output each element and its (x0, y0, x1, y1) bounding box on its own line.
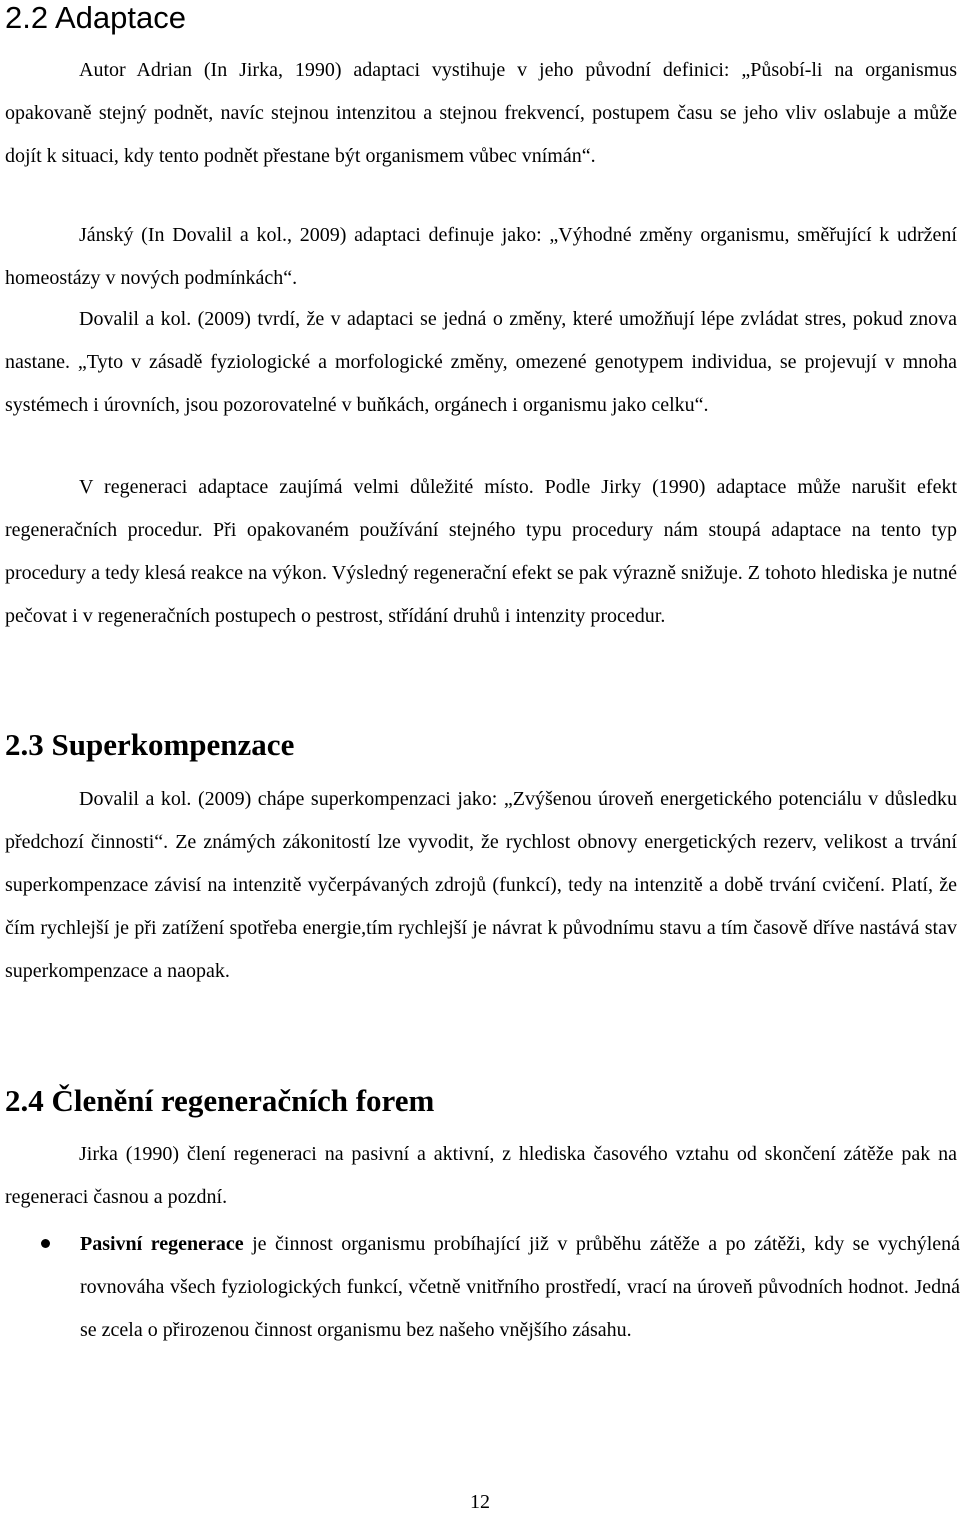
section-heading-cleneni: 2.4 Členění regeneračních forem (5, 1083, 435, 1118)
bullet-icon (41, 1239, 50, 1248)
paragraph-adaptace-2: Jánský (In Dovalil a kol., 2009) adaptaci definuje jako: „Výhodné změny organismu, směřující k udržení homeostázy v nových podmínkách“. (5, 224, 957, 290)
paragraph-cleneni-1: Jirka (1990) člení regeneraci na pasivní a aktivní, z hlediska časového vztahu od skončení zátěže pak na regeneraci časnou a pozdní. (5, 1143, 957, 1209)
list-item (5, 1223, 960, 1352)
list-item-term: Pasivní regenerace (80, 1233, 244, 1255)
list-item-body (80, 1223, 960, 1352)
paragraph-adaptace-1: Autor Adrian (In Jirka, 1990) adaptaci vystihuje v jeho původní definici: „Působí-li na organismus opakovaně stejný podnět, navíc stejnou intenzitou a stejnou frekvencí, postupem času se jeho vliv oslabuje a může dojít k situaci, kdy tento podnět přestane být organismem vůbec vnímán“. (5, 59, 957, 168)
section-heading-adaptace: 2.2 Adaptace (5, 0, 186, 35)
paragraph-adaptace-4: V regeneraci adaptace zaujímá velmi důležité místo. Podle Jirky (1990) adaptace může narušit efekt regeneračních procedur. Při opakovaném používání stejného typu procedury nám stoupá adaptace na tento typ procedury a tedy klesá reakce na výkon. Výsledný regenerační efekt se pak výrazně snižuje. Z tohoto hlediska je nutné pečovat i v regeneračních postupech o pestrost, střídání druhů i intenzity procedur. (5, 476, 957, 628)
paragraph-adaptace-3: Dovalil a kol. (2009) tvrdí, že v adaptaci se jedná o změny, které umožňují lépe zvládat stres, pokud znova nastane. „Tyto v zásadě fyziologické a morfologické změny, omezené genotypem individua, se projevují v mnoha systémech i úrovních, jsou pozorovatelné v buňkách, orgánech i organismu jako celku“. (5, 308, 957, 417)
paragraph-superkompenzace-1: Dovalil a kol. (2009) chápe superkompenzaci jako: „Zvýšenou úroveň energetického potenciálu v důsledku předchozí činnosti“. Ze známých zákonitostí lze vyvodit, že rychlost obnovy energetických rezerv, velikost a trvání superkompenzace závisí na intenzitě vyčerpávaných zdrojů (funkcí), tedy na intenzitě a době trvání cvičení. Platí, že čím rychlejší je při zatížení spotřeba energie,tím rychlejší je návrat k původnímu stavu a tím časově dříve nastává stav superkompenzace a naopak. (5, 788, 957, 983)
list-item-text: je činnost organismu probíhající již v průběhu zátěže a po zátěži, kdy se vychýlená rovnováha všech fyziologických funkcí, včetně vnitřního prostředí, vrací na úroveň původních hodnot. Jedná se zcela o přirozenou činnost organismu bez našeho vnějšího zásahu. (80, 1233, 960, 1342)
section-heading-superkompenzace: 2.3 Superkompenzace (5, 727, 295, 762)
page-number: 12 (470, 1491, 490, 1513)
